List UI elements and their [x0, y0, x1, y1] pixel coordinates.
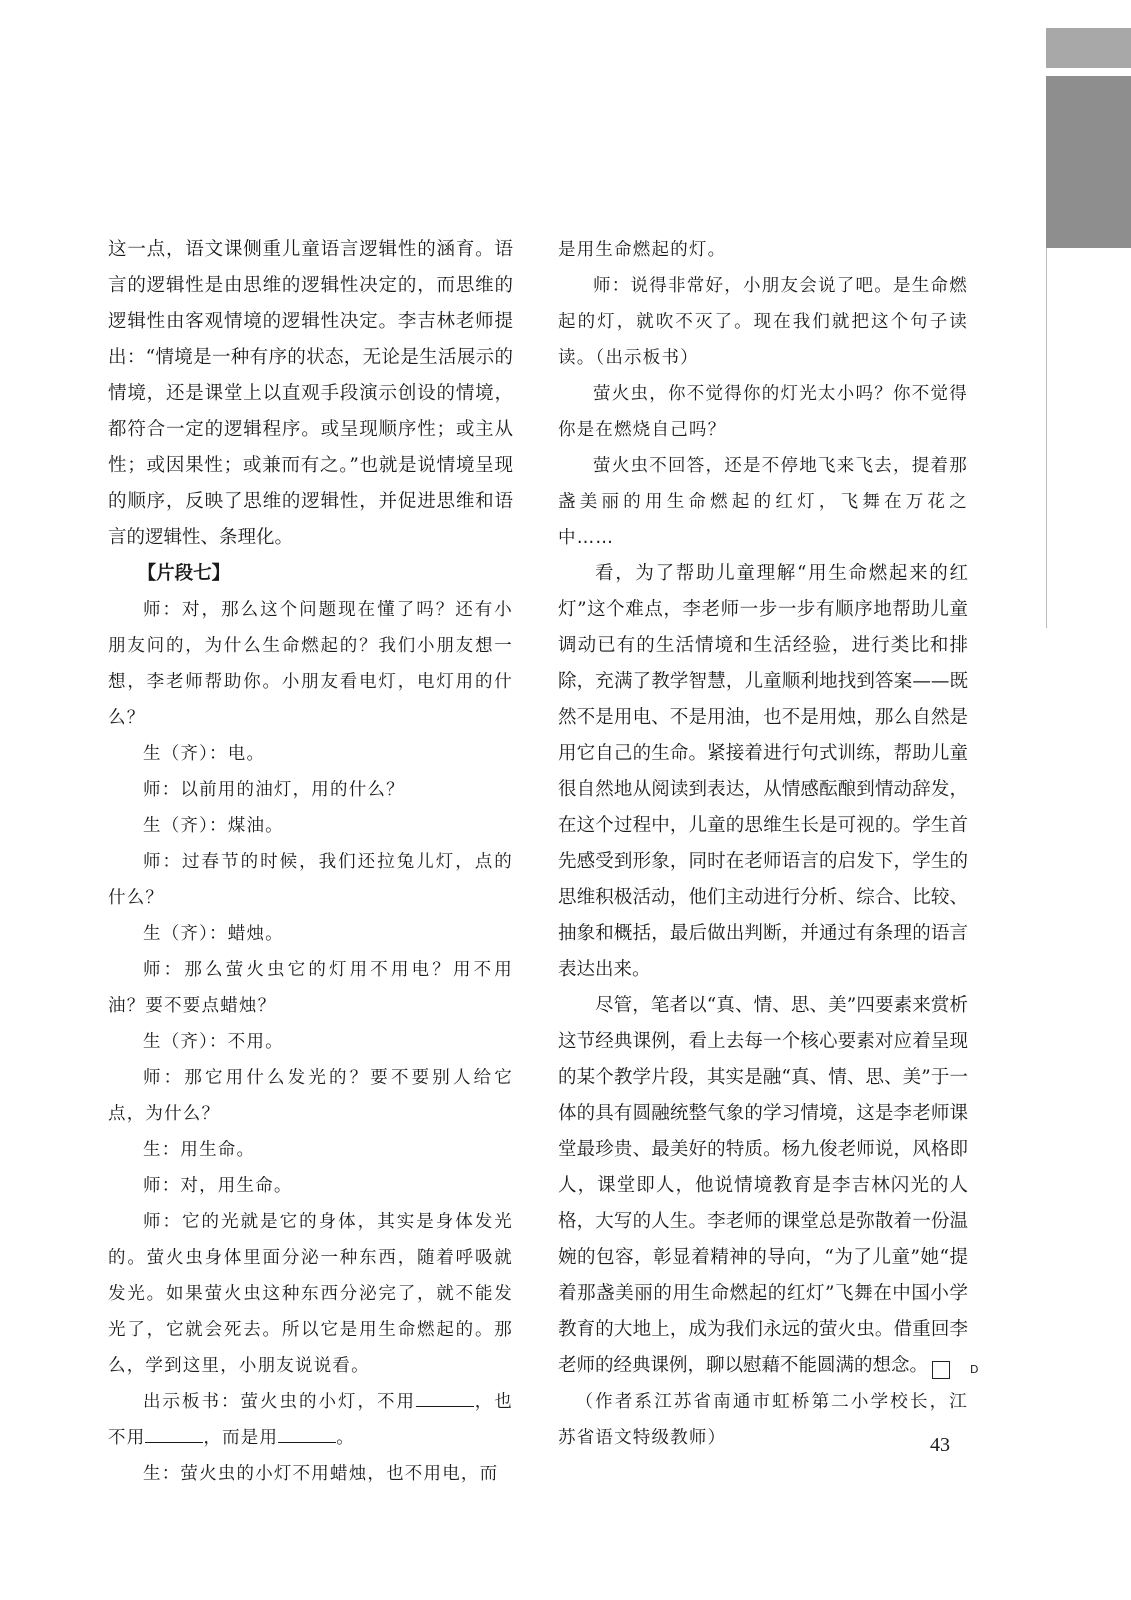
board-text: ，而是用	[203, 1428, 279, 1448]
dialogue-line: 师：那它用什么发光的？要不要别人给它点，为什么？	[108, 1068, 513, 1124]
dialogue-line: 师：以前用的油灯，用的什么？	[143, 780, 405, 800]
page-number: 43	[930, 1434, 950, 1456]
margin-rule	[1046, 248, 1047, 628]
quoted-text: 萤火虫不回答，还是不停地飞来飞去，提着那盏美丽的用生命燃起的红灯，飞舞在万花之中……	[558, 456, 968, 548]
dialogue-line: 师：它的光就是它的身体，其实是身体发光的。萤火虫身体里面分泌一种东西，随着呼吸就发光。如果萤火虫这种东西分泌完了，就不能发光了，它就会死去。所以它是用生命燃起的。那么，学到这里，小朋友说说看。	[108, 1212, 513, 1376]
paragraph: 看，为了帮助儿童理解“用生命燃起来的红灯”这个难点，李老师一步一步有顺序地帮助儿童调动已有的生活情境和生活经验，进行类比和排除，充满了教学智慧，儿童顺利地找到答案——既然不是用电、不是用油，也不是用烛，那么自然是用它自己的生命。紧接着进行句式训练，帮助儿童很自然地从阅读到表达，从情感酝酿到情动辞发，在这个过程中，儿童的思维生长是可视的。学生首先感受到形象，同时在老师语言的启发下，学生的思维积极活动，他们主动进行分析、综合、比较、抽象和概括，最后做出判断，并通过有条理的语言表达出来。	[558, 563, 968, 980]
paragraph-text: 尽管，笔者以“真、情、思、美”四要素来赏析这节经典课例，看上去每一个核心要素对应着呈现的某个教学片段，其实是融“真、情、思、美”于一体的具有圆融统整气象的学习情境，这是李老师课堂最珍贵、最美好的特质。杨九俊老师说，风格即人，课堂即人，他说情境教育是李吉林闪光的人格，大写的人生。李老师的课堂总是弥散着一份温婉的包容，彰显着精神的导向，“为了儿童”她“提着那盏美丽的用生命燃起的红灯”飞舞在中国小学教育的大地上，成为我们永远的萤火虫。借重回李老师的经典课例，聊以慰藉不能圆满的想念。	[558, 995, 968, 1376]
dialogue-line: 生（齐）：蜡烛。	[143, 924, 284, 944]
paragraph	[558, 988, 979, 1384]
board-text: ，也不用	[108, 1392, 513, 1448]
fill-blank	[145, 1424, 203, 1443]
dialogue-line: 生（齐）：煤油。	[143, 816, 284, 836]
right-column	[558, 232, 979, 1456]
dialogue-line: 师：过春节的时候，我们还拉兔儿灯，点的什么？	[108, 852, 513, 908]
end-mark-icon: D	[932, 1361, 950, 1379]
dialogue-line: 生（齐）：电。	[143, 744, 266, 764]
dialogue-line: 生：用生命。	[143, 1140, 256, 1160]
dialogue-line: 师：对，那么这个问题现在懂了吗？还有小朋友问的，为什么生命燃起的？我们小朋友想一想，李老师帮助你。小朋友看电灯，电灯用的什么？	[108, 600, 513, 728]
board-text: 出示板书：萤火虫的小灯，不用	[143, 1392, 416, 1412]
dialogue-line: 师：那么萤火虫它的灯用不用电？用不用油？要不要点蜡烛？	[108, 960, 513, 1016]
board-line	[108, 1384, 513, 1456]
page-tab-top	[1046, 28, 1131, 68]
page-tab-marker	[1046, 76, 1131, 248]
paragraph: 这一点，语文课侧重儿童语言逻辑性的涵育。语言的逻辑性是由思维的逻辑性决定的，而思维的逻辑性由客观情境的逻辑性决定。李吉林老师提出：“情境是一种有序的状态，无论是生活展示的情境，还是课堂上以直观手段演示创设的情境，都符合一定的逻辑程序。或呈现顺序性；或主从性；或因果性；或兼而有之。”也就是说情境呈现的顺序，反映了思维的逻辑性，并促进思维和语言的逻辑性、条理化。	[108, 239, 513, 548]
quoted-text: 萤火虫，你不觉得你的灯光太小吗？你不觉得你是在燃烧自己吗？	[558, 384, 968, 440]
section-heading: 【片段七】	[137, 563, 231, 584]
fill-blank	[416, 1388, 474, 1407]
board-text: 。	[336, 1428, 355, 1448]
dialogue-line: 师：说得非常好，小朋友会说了吧。是生命燃起的灯，就吹不灭了。现在我们就把这个句子读读。（出示板书）	[558, 276, 968, 368]
fill-blank	[278, 1424, 336, 1443]
dialogue-line: 是用生命燃起的灯。	[558, 240, 727, 260]
left-column	[108, 232, 513, 1492]
dialogue-line: 师：对，用生命。	[143, 1176, 293, 1196]
author-note: （作者系江苏省南通市虹桥第二小学校长，江苏省语文特级教师）	[558, 1392, 968, 1448]
dialogue-line: 生（齐）：不用。	[143, 1032, 284, 1052]
dialogue-line: 生：萤火虫的小灯不用蜡烛，也不用电，而	[143, 1464, 499, 1484]
